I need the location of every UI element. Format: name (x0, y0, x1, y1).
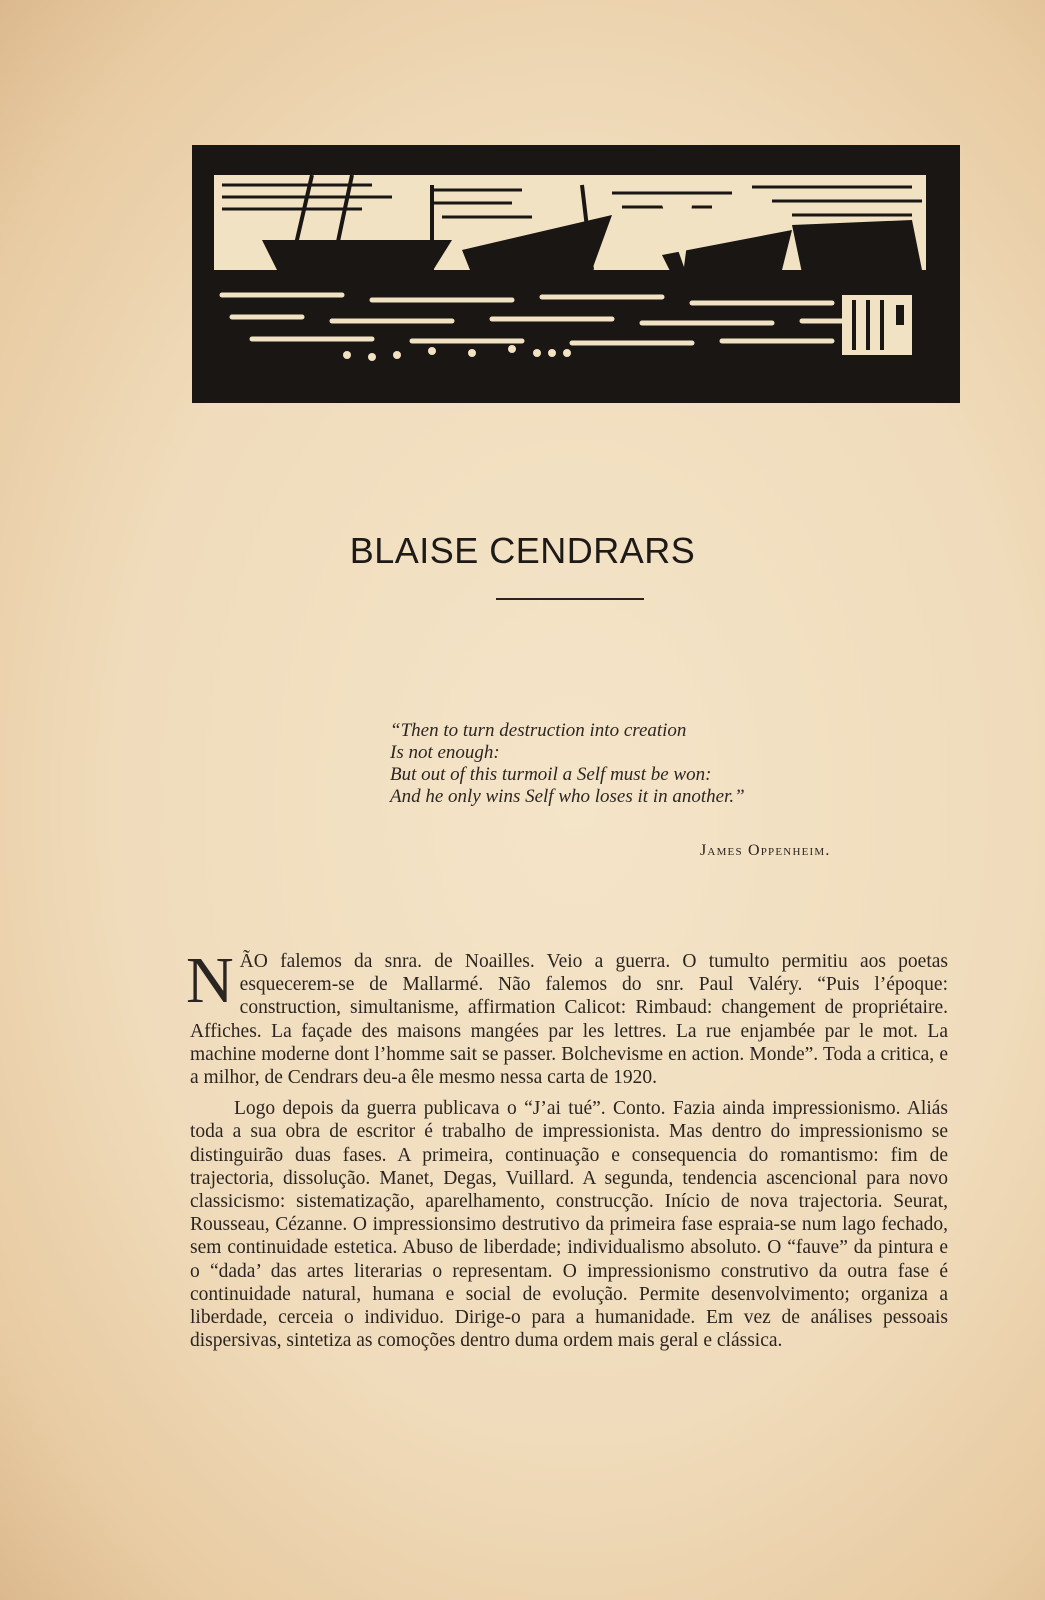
harbor-woodcut-illustration (192, 145, 960, 403)
paragraph-1-text: ÃO falemos da snra. de Noailles. Veio a guerra. O tumulto permitiu aos poetas esquecerem-se de Mallarmé. Não falemos do snr. Paul Valéry. “Puis l’époque: construction, simultanisme, affirmation Calicot: Rimbaud: changement de propriétaire. Affiches. La façade des maisons mangées par les lettres. La rue enjambée par le mot. La machine moderne dont l’homme sait se passer. Bolchevisme en action. Monde”. Toda a critica, e a milhor, de Cendrars deu-a êle mesmo nessa carta de 1920. (190, 951, 948, 1089)
woodcut-art (192, 145, 960, 403)
epigraph-line: But out of this turmoil a Self must be won: (390, 764, 712, 785)
paragraph-1 (186, 944, 948, 1089)
title-divider (496, 598, 644, 600)
epigraph-attribution: James Oppenheim. (700, 842, 831, 859)
drop-cap: N (186, 944, 234, 1017)
epigraph-line: Is not enough: (390, 742, 500, 763)
article-title: BLAISE CENDRARS (349, 530, 696, 571)
epigraph-line: And he only wins Self who loses it in another.” (390, 786, 745, 807)
article-body (186, 944, 948, 1352)
paragraph-2: Logo depois da guerra publicava o “J’ai tué”. Conto. Fazia ainda impressionismo. Aliás toda a sua obra de escritor é trabalho de impressionista. Mas dentro do impressionismo se distinguirão duas fases. A primeira, continuação e consequencia do romantismo: fim de trajectoria, dissolução. Manet, Degas, Vuillard. A segunda, tendencia ascencional para novo classicismo: sistematização, aparelhamento, construcção. Início de nova trajectoria. Seurat, Rousseau, Cézanne. O impressionsimo destrutivo da primeira fase espraia-se num lago fechado, sem continuidade estetica. Abuso de liberdade; individualismo absoluto. O “fauve” da pintura e o “dada’ das artes literarias o representam. O impressionismo construtivo da outra fase é continuidade natural, humana e social de evolução. Permite desenvolvimento; organiza a liberdade, cerceia o individuo. Dirige-o para a humanidade. Em vez de análises pessoais dispersivas, sintetiza as comoções dentro duma ordem mais geral e clássica. (190, 1098, 948, 1352)
epigraph (390, 720, 950, 808)
epigraph-line: “Then to turn destruction into creation (390, 720, 687, 741)
